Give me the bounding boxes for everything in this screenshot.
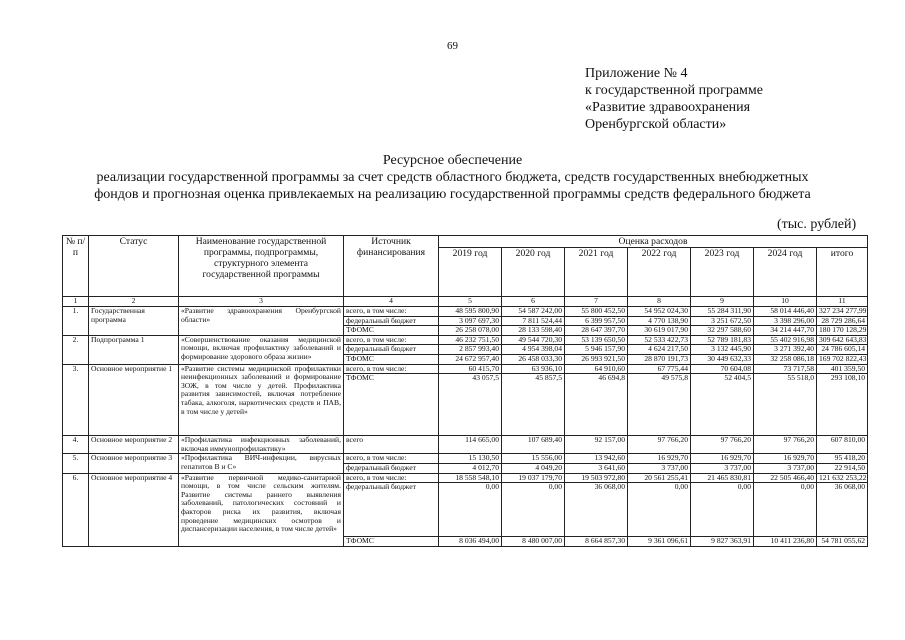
units-label: (тыс. рублей) bbox=[777, 217, 857, 232]
total-value: 121 632 253,22 bbox=[817, 473, 868, 483]
col-number: 8 bbox=[628, 297, 691, 307]
year-value: 15 556,00 bbox=[502, 454, 565, 464]
resource-table bbox=[62, 235, 868, 547]
year-value: 9 361 096,61 bbox=[628, 537, 691, 547]
header-year: 2023 год bbox=[691, 248, 754, 297]
title-line: Ресурсное обеспечение bbox=[382, 153, 523, 168]
header-estimate: Оценка расходов bbox=[439, 236, 868, 248]
year-value: 26 993 921,50 bbox=[565, 354, 628, 364]
year-value: 55 402 916,98 bbox=[754, 335, 817, 345]
year-value: 67 775,44 bbox=[628, 364, 691, 374]
col-number: 3 bbox=[179, 297, 344, 307]
row-name: «Профилактика инфекционных заболеваний, включая иммунопрофилактику» bbox=[179, 436, 344, 454]
year-value: 28 133 598,40 bbox=[502, 326, 565, 336]
total-value: 607 810,00 bbox=[817, 436, 868, 454]
year-value: 15 130,50 bbox=[439, 454, 502, 464]
header-name: Наименование государственной программы, подпрограммы, структурного элемента государственной программы bbox=[179, 236, 344, 297]
funding-source: ТФОМС bbox=[344, 374, 439, 436]
year-value: 3 737,00 bbox=[754, 463, 817, 473]
header-total: итого bbox=[817, 248, 868, 297]
row-name: «Развитие здравоохранения Оренбургской области» bbox=[179, 307, 344, 336]
year-value: 28 870 191,73 bbox=[628, 354, 691, 364]
title-line: фондов и прогнозная оценка привлекаемых на реализацию государственной программы средств федерального бюджета bbox=[94, 187, 811, 202]
year-value: 16 929,70 bbox=[754, 454, 817, 464]
year-value: 3 641,60 bbox=[565, 463, 628, 473]
year-value: 8 036 494,00 bbox=[439, 537, 502, 547]
year-value: 2 857 993,40 bbox=[439, 345, 502, 355]
total-value: 309 642 643,83 bbox=[817, 335, 868, 345]
year-value: 20 561 255,41 bbox=[628, 473, 691, 483]
year-value: 73 717,58 bbox=[754, 364, 817, 374]
year-value: 97 766,20 bbox=[754, 436, 817, 454]
col-number: 7 bbox=[565, 297, 628, 307]
year-value: 55 518,0 bbox=[754, 374, 817, 436]
year-value: 5 946 157,90 bbox=[565, 345, 628, 355]
header-year: 2024 год bbox=[754, 248, 817, 297]
col-number: 10 bbox=[754, 297, 817, 307]
year-value: 55 800 452,50 bbox=[565, 307, 628, 317]
year-value: 54 587 242,00 bbox=[502, 307, 565, 317]
year-value: 55 284 311,90 bbox=[691, 307, 754, 317]
appendix-line: Оренбургской области» bbox=[585, 117, 727, 132]
row-name: «Развитие первичной медико-санитарной помощи, в том числе сельским жителям. Развитие системы раннего выявления заболеваний, патологических состояний и факторов риска их развития, включая проведение медицинских осмотров и диспансеризации населения, в том числе детей» bbox=[179, 473, 344, 546]
year-value: 60 415,70 bbox=[439, 364, 502, 374]
row-number: 1. bbox=[63, 307, 89, 336]
appendix-line: к государственной программе bbox=[585, 83, 763, 98]
year-value: 49 575,8 bbox=[628, 374, 691, 436]
year-value: 19 037 179,70 bbox=[502, 473, 565, 483]
year-value: 52 404,5 bbox=[691, 374, 754, 436]
table-row bbox=[63, 454, 868, 464]
year-value: 4 624 217,50 bbox=[628, 345, 691, 355]
year-value: 0,00 bbox=[502, 483, 565, 537]
header-year: 2022 год bbox=[628, 248, 691, 297]
total-value: 327 234 277,99 bbox=[817, 307, 868, 317]
row-status: Основное мероприятие 1 bbox=[89, 364, 179, 436]
funding-source: ТФОМС bbox=[344, 326, 439, 336]
appendix-line: «Развитие здравоохранения bbox=[585, 100, 751, 115]
year-value: 63 936,10 bbox=[502, 364, 565, 374]
row-number: 3. bbox=[63, 364, 89, 436]
funding-source: всего, в том числе: bbox=[344, 335, 439, 345]
year-value: 3 132 445,90 bbox=[691, 345, 754, 355]
year-value: 22 505 466,40 bbox=[754, 473, 817, 483]
total-value: 36 068,00 bbox=[817, 483, 868, 537]
col-number: 9 bbox=[691, 297, 754, 307]
year-value: 19 503 972,80 bbox=[565, 473, 628, 483]
table-row bbox=[63, 436, 868, 454]
year-value: 46 694,8 bbox=[565, 374, 628, 436]
year-value: 45 857,5 bbox=[502, 374, 565, 436]
year-value: 16 929,70 bbox=[628, 454, 691, 464]
total-value: 24 786 605,14 bbox=[817, 345, 868, 355]
year-value: 107 689,40 bbox=[502, 436, 565, 454]
funding-source: ТФОМС bbox=[344, 354, 439, 364]
col-number: 1 bbox=[63, 297, 89, 307]
year-value: 3 737,00 bbox=[628, 463, 691, 473]
year-value: 92 157,00 bbox=[565, 436, 628, 454]
year-value: 54 952 024,30 bbox=[628, 307, 691, 317]
year-value: 0,00 bbox=[691, 483, 754, 537]
year-value: 97 766,20 bbox=[628, 436, 691, 454]
year-value: 4 954 398,04 bbox=[502, 345, 565, 355]
table-row bbox=[63, 364, 868, 374]
total-value: 54 781 055,62 bbox=[817, 537, 868, 547]
funding-source: федеральный бюджет bbox=[344, 483, 439, 537]
year-value: 53 139 650,50 bbox=[565, 335, 628, 345]
total-value: 28 729 286,64 bbox=[817, 316, 868, 326]
column-numbers-row bbox=[63, 297, 868, 307]
header-year: 2020 год bbox=[502, 248, 565, 297]
funding-source: всего, в том числе: bbox=[344, 473, 439, 483]
total-value: 293 108,10 bbox=[817, 374, 868, 436]
year-value: 46 232 751,50 bbox=[439, 335, 502, 345]
row-name: «Совершенствование оказания медицинской помощи, включая профилактику заболеваний и формирование здорового образа жизни» bbox=[179, 335, 344, 364]
year-value: 7 811 524,44 bbox=[502, 316, 565, 326]
year-value: 26 258 078,00 bbox=[439, 326, 502, 336]
year-value: 30 619 017,90 bbox=[628, 326, 691, 336]
year-value: 8 664 857,30 bbox=[565, 537, 628, 547]
total-value: 180 170 128,29 bbox=[817, 326, 868, 336]
year-value: 70 604,08 bbox=[691, 364, 754, 374]
funding-source: ТФОМС bbox=[344, 537, 439, 547]
funding-source: всего, в том числе: bbox=[344, 364, 439, 374]
row-number: 6. bbox=[63, 473, 89, 546]
total-value: 169 702 822,43 bbox=[817, 354, 868, 364]
document-title bbox=[0, 152, 905, 203]
year-value: 3 097 697,30 bbox=[439, 316, 502, 326]
total-value: 95 418,20 bbox=[817, 454, 868, 464]
row-name: «Профилактика ВИЧ-инфекции, вирусных гепатитов В и С» bbox=[179, 454, 344, 473]
year-value: 64 910,60 bbox=[565, 364, 628, 374]
col-number: 6 bbox=[502, 297, 565, 307]
year-value: 4 770 138,90 bbox=[628, 316, 691, 326]
total-value: 22 914,50 bbox=[817, 463, 868, 473]
year-value: 3 271 392,40 bbox=[754, 345, 817, 355]
year-value: 0,00 bbox=[439, 483, 502, 537]
funding-source: всего bbox=[344, 436, 439, 454]
col-number: 2 bbox=[89, 297, 179, 307]
year-value: 36 068,00 bbox=[565, 483, 628, 537]
year-value: 3 737,00 bbox=[691, 463, 754, 473]
year-value: 32 258 086,18 bbox=[754, 354, 817, 364]
appendix-note bbox=[585, 65, 763, 133]
funding-source: федеральный бюджет bbox=[344, 316, 439, 326]
year-value: 49 544 720,30 bbox=[502, 335, 565, 345]
appendix-line: Приложение № 4 bbox=[585, 66, 688, 81]
row-number: 5. bbox=[63, 454, 89, 473]
year-value: 6 399 957,50 bbox=[565, 316, 628, 326]
year-value: 24 672 957,40 bbox=[439, 354, 502, 364]
header-year: 2019 год bbox=[439, 248, 502, 297]
year-value: 58 014 446,40 bbox=[754, 307, 817, 317]
year-value: 9 827 363,91 bbox=[691, 537, 754, 547]
funding-source: федеральный бюджет bbox=[344, 463, 439, 473]
page-number: 69 bbox=[447, 40, 458, 52]
row-status: Основное мероприятие 2 bbox=[89, 436, 179, 454]
year-value: 13 942,60 bbox=[565, 454, 628, 464]
table-header bbox=[63, 236, 868, 307]
funding-source: всего, в том числе: bbox=[344, 454, 439, 464]
year-value: 0,00 bbox=[628, 483, 691, 537]
year-value: 52 789 181,83 bbox=[691, 335, 754, 345]
year-value: 48 595 800,90 bbox=[439, 307, 502, 317]
funding-source: всего, в том числе: bbox=[344, 307, 439, 317]
table-row bbox=[63, 307, 868, 317]
header-num: № п/п bbox=[63, 236, 89, 297]
header-status: Статус bbox=[89, 236, 179, 297]
year-value: 97 766,20 bbox=[691, 436, 754, 454]
year-value: 4 049,20 bbox=[502, 463, 565, 473]
total-value: 401 359,50 bbox=[817, 364, 868, 374]
year-value: 16 929,70 bbox=[691, 454, 754, 464]
title-line: реализации государственной программы за счет средств областного бюджета, средств государственных внебюджетных bbox=[96, 170, 809, 185]
year-value: 43 057,5 bbox=[439, 374, 502, 436]
year-value: 26 458 033,30 bbox=[502, 354, 565, 364]
col-number: 4 bbox=[344, 297, 439, 307]
year-value: 3 251 672,50 bbox=[691, 316, 754, 326]
year-value: 0,00 bbox=[754, 483, 817, 537]
row-status: Государственная программа bbox=[89, 307, 179, 336]
year-value: 10 411 236,80 bbox=[754, 537, 817, 547]
funding-source: федеральный бюджет bbox=[344, 345, 439, 355]
year-value: 18 558 548,10 bbox=[439, 473, 502, 483]
row-status: Подпрограмма 1 bbox=[89, 335, 179, 364]
col-number: 5 bbox=[439, 297, 502, 307]
year-value: 4 012,70 bbox=[439, 463, 502, 473]
year-value: 8 480 007,00 bbox=[502, 537, 565, 547]
table-row bbox=[63, 473, 868, 483]
table-body bbox=[63, 307, 868, 547]
year-value: 30 449 632,33 bbox=[691, 354, 754, 364]
header-year: 2021 год bbox=[565, 248, 628, 297]
year-value: 21 465 830,81 bbox=[691, 473, 754, 483]
row-name: «Развитие системы медицинской профилактики неинфекционных заболеваний и формирование ЗОЖ, в том числе у детей. Профилактика развития зависимостей, включая потребление табака, алкоголя, наркотических средств и ПАВ, в том числе у детей» bbox=[179, 364, 344, 436]
table-row bbox=[63, 335, 868, 345]
year-value: 52 533 422,73 bbox=[628, 335, 691, 345]
row-number: 2. bbox=[63, 335, 89, 364]
year-value: 114 665,00 bbox=[439, 436, 502, 454]
col-number: 11 bbox=[817, 297, 868, 307]
row-number: 4. bbox=[63, 436, 89, 454]
year-value: 28 647 397,70 bbox=[565, 326, 628, 336]
header-source: Источник финансирования bbox=[344, 236, 439, 297]
row-status: Основное мероприятие 4 bbox=[89, 473, 179, 546]
year-value: 32 297 588,60 bbox=[691, 326, 754, 336]
year-value: 3 398 296,00 bbox=[754, 316, 817, 326]
year-value: 34 214 447,70 bbox=[754, 326, 817, 336]
row-status: Основное мероприятие 3 bbox=[89, 454, 179, 473]
